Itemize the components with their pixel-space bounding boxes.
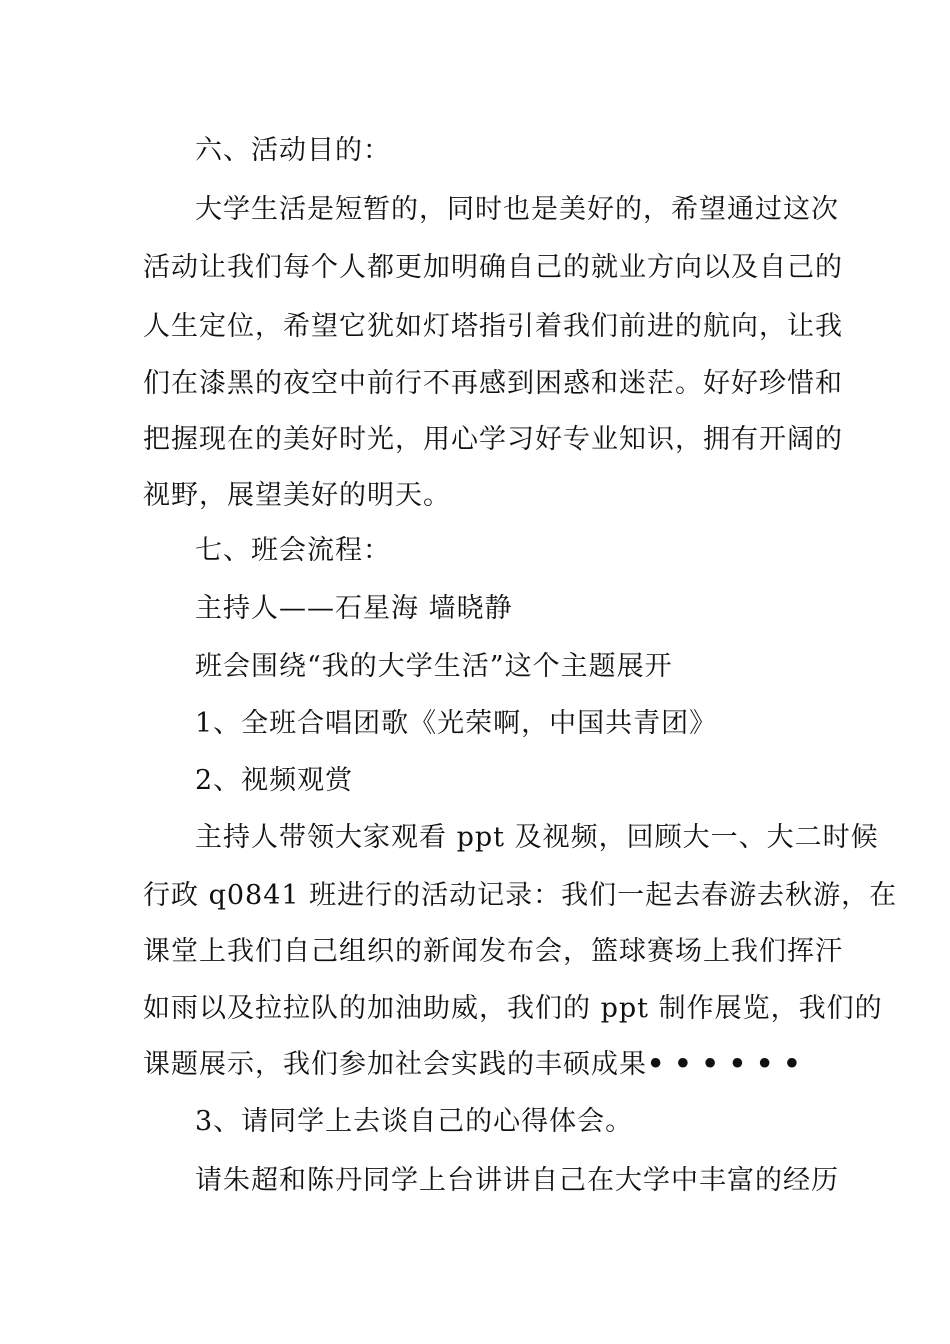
- paragraph-line: 如雨以及拉拉队的加油助威，我们的 ppt 制作展览，我们的: [143, 993, 883, 1024]
- paragraph-line: 行政 q0841 班进行的活动记录：我们一起去春游去秋游，在: [143, 880, 898, 911]
- paragraph-line: 主持人带领大家观看 ppt 及视频，回顾大一、大二时候: [195, 822, 879, 853]
- list-item-3: 3、请同学上去谈自己的心得体会。: [195, 1106, 634, 1137]
- paragraph-line: 课堂上我们自己组织的新闻发布会，篮球赛场上我们挥汗: [143, 936, 843, 967]
- ellipsis-dots: ••••••: [647, 1049, 811, 1080]
- paragraph-line: 视野，展望美好的明天。: [143, 480, 451, 511]
- paragraph-line: 人生定位，希望它犹如灯塔指引着我们前进的航向，让我: [143, 311, 843, 342]
- paragraph-text: 课题展示，我们参加社会实践的丰硕成果: [143, 1049, 647, 1080]
- paragraph-line: 请朱超和陈丹同学上台讲讲自己在大学中丰富的经历: [195, 1165, 839, 1196]
- paragraph-line: 们在漆黑的夜空中前行不再感到困惑和迷茫。好好珍惜和: [143, 368, 843, 399]
- section-7-heading: 七、班会流程：: [195, 535, 391, 566]
- list-item-2: 2、视频观赏: [195, 765, 354, 796]
- section-6-heading: 六、活动目的：: [195, 135, 391, 166]
- paragraph-line: [143, 1047, 811, 1083]
- paragraph-line: 把握现在的美好时光，用心学习好专业知识，拥有开阔的: [143, 424, 843, 455]
- theme-line: 班会围绕“我的大学生活”这个主题展开: [195, 651, 673, 682]
- hosts-line: 主持人——石星海 墙晓静: [195, 593, 513, 624]
- paragraph-line: 活动让我们每个人都更加明确自己的就业方向以及自己的: [143, 252, 843, 283]
- paragraph-line: 大学生活是短暂的，同时也是美好的，希望通过这次: [195, 194, 839, 225]
- list-item-1: 1、全班合唱团歌《光荣啊，中国共青团》: [195, 708, 718, 739]
